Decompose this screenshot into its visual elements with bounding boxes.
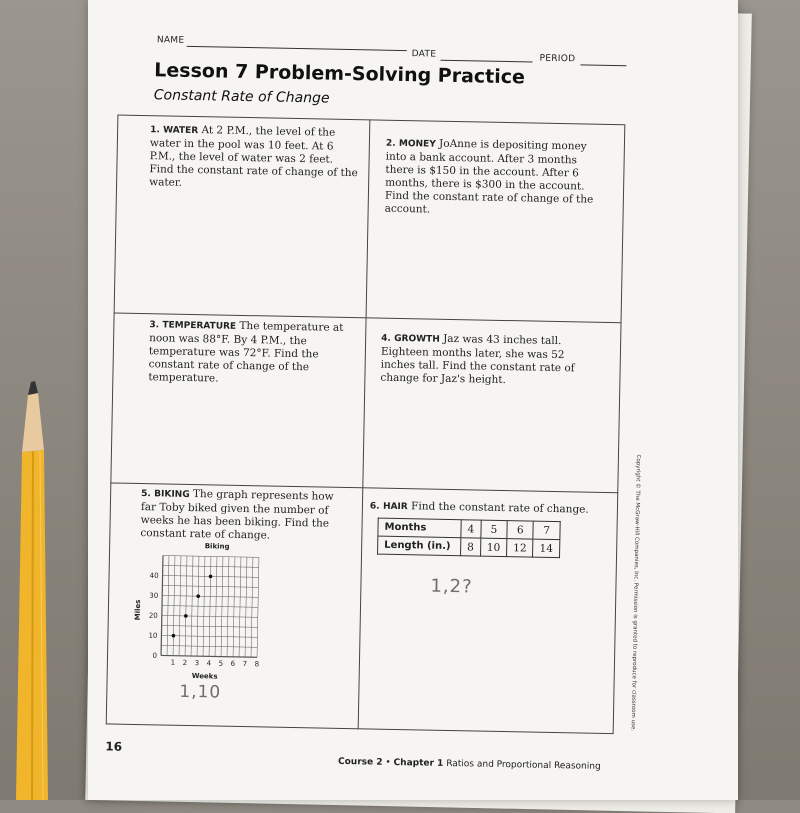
problem-5-text: The graph represents how far Toby biked given the number of weeks he has been biking. Find the constant rate of change.	[140, 488, 334, 542]
problem-4-number: 4.	[381, 333, 391, 344]
hair-table-months-label: Months	[378, 518, 461, 538]
hair-table	[377, 518, 560, 559]
problem-2-number: 2.	[385, 138, 396, 149]
chart-data-point	[184, 614, 188, 618]
footer-chapter-title: Ratios and Proportional Reasoning	[446, 758, 601, 772]
hair-table-length-label: Length (in.)	[378, 536, 461, 556]
problem-4	[380, 332, 596, 389]
hair-table-cell: 10	[480, 538, 507, 557]
chart-x-tick-label: 1	[170, 658, 176, 667]
footer-course-name: Course 2	[337, 756, 383, 768]
period-label: PERIOD	[539, 53, 576, 65]
problem-5-label: BIKING	[154, 489, 190, 500]
chart-title: Biking	[204, 542, 230, 551]
hair-table-cell: 6	[507, 521, 534, 540]
problem-1	[149, 123, 360, 193]
chart-y-tick-label: 0	[152, 651, 158, 660]
name-field[interactable]	[187, 46, 407, 51]
hair-table-row-length	[378, 536, 560, 557]
chart-data-point	[196, 594, 200, 598]
page-number: 16	[105, 739, 123, 754]
footer-chapter: Chapter 1	[393, 757, 444, 769]
chart-grid	[161, 555, 259, 657]
hair-table-cell: 12	[507, 539, 534, 558]
period-field[interactable]	[580, 64, 626, 66]
problem-3-label: TEMPERATURE	[162, 320, 237, 332]
chart-x-tick-label: 2	[182, 658, 188, 667]
page-subtitle: Constant Rate of Change	[153, 87, 330, 107]
handwritten-answer-5: 1,10	[179, 681, 222, 703]
copyright-notice: Copyright © The McGraw-Hill Companies, Inc. Permission is granted to reproduce for classroom use.	[629, 454, 641, 732]
problem-4-text: Jaz was 43 inches tall. Eighteen months later, she was 52 inches tall. Find the constant rate of change for Jaz's height.	[380, 332, 575, 387]
chart-x-axis-label: Weeks	[191, 672, 218, 681]
footer-course	[338, 757, 601, 772]
date-field[interactable]	[441, 60, 533, 63]
chart-x-tick-label: 3	[194, 659, 200, 668]
problem-6-label: HAIR	[382, 501, 408, 513]
chart-data-point	[209, 575, 213, 579]
chart-x-tick-label: 6	[230, 659, 236, 668]
problem-4-label: GROWTH	[394, 333, 440, 345]
biking-chart	[126, 535, 279, 688]
chart-y-tick-label: 20	[148, 611, 158, 620]
problem-3	[148, 318, 359, 388]
footer-separator: •	[385, 757, 391, 768]
problem-6-number: 6.	[369, 501, 380, 512]
hair-table-cell: 5	[481, 520, 508, 539]
page-title: Lesson 7 Problem-Solving Practice	[154, 59, 526, 89]
chart-y-tick-label: 10	[148, 631, 158, 640]
name-label: NAME	[156, 35, 185, 46]
problem-3-text: The temperature at noon was 88°F. By 4 P.M., the temperature was 72°F. Find the constant rate of change of the temperature.	[148, 319, 344, 385]
problem-1-number: 1.	[150, 125, 160, 136]
handwritten-answer-6: 1,2?	[430, 575, 473, 598]
chart-data-point	[172, 634, 176, 638]
problem-2-label: MONEY	[398, 138, 436, 150]
problem-5-number: 5.	[141, 489, 151, 500]
chart-y-tick-label: 30	[149, 591, 159, 600]
problem-1-label: WATER	[163, 125, 199, 137]
date-label: DATE	[411, 49, 437, 60]
hair-table-cell: 8	[461, 538, 481, 556]
chart-x-tick-label: 8	[254, 660, 260, 669]
chart-x-tick-label: 4	[206, 659, 212, 668]
problem-2	[385, 137, 601, 220]
problem-1-text: At 2 P.M., the level of the water in the pool was 10 feet. At 6 P.M., the level of water was 2 feet. Find the constant rate of change of the water.	[149, 124, 358, 189]
hair-table-cell: 7	[533, 521, 560, 540]
problem-6-text: Find the constant rate of change.	[411, 500, 589, 516]
problem-2-text: JoAnne is depositing money into a bank account. After 3 months there is $150 in the account. After 6 months, there is $300 in the account. Find the constant rate of change of the account.	[384, 137, 594, 216]
chart-y-tick-label: 40	[149, 571, 159, 580]
chart-x-tick-label: 5	[218, 659, 224, 668]
hair-table-cell: 4	[461, 520, 481, 538]
hair-table-cell: 14	[533, 539, 560, 558]
chart-x-tick-label: 7	[242, 660, 248, 669]
problem-3-number: 3.	[149, 320, 160, 331]
chart-y-axis-label: Miles	[133, 599, 143, 621]
